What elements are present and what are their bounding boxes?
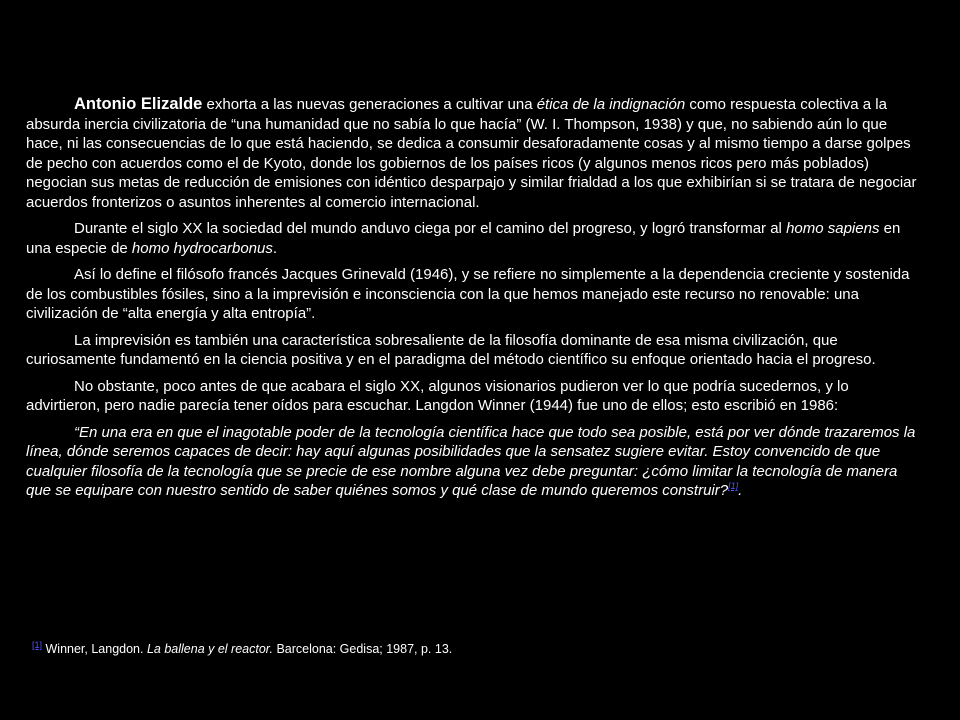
emphasis-text: homo hydrocarbonus	[131, 239, 273, 257]
paragraph-text: .	[272, 239, 278, 257]
paragraph-elizalde	[26, 95, 926, 212]
paragraph-imprevision	[26, 331, 926, 370]
quote-end: .	[738, 482, 743, 499]
emphasis-text: homo sapiens	[786, 220, 880, 237]
paragraph-winner	[26, 377, 926, 416]
footnote-backref-link[interactable]: [1]	[32, 639, 43, 650]
author-name: Antonio Elizalde	[74, 95, 203, 113]
paragraph-text: Así lo define el filósofo francés Jacques Grinevald (1946), y se refiere no simplemente a la dependencia creciente y sostenida de los combustibles fósiles, sino a la imprevisión e inconsciencia con la que hemos manejado este recurso no renovable: una civilización de “alta energía y alta entropía”.	[26, 266, 910, 322]
paragraph-text: exhorta a las nuevas generaciones a cultivar una	[202, 96, 537, 113]
footnote	[32, 641, 912, 657]
footnote-rest: Barcelona: Gedisa; 1987, p. 13.	[272, 642, 453, 656]
paragraph-text: en una especie de	[26, 220, 901, 257]
body-text	[26, 95, 926, 508]
quote-text: “En una era en que el inagotable poder de la tecnología científica hace que todo sea posible, está por ver dónde trazaremos la línea, dónde seremos capaces de decir: hay aquí algunas posibilidades que la sensatez sugiere evitar. Estoy convencido de que cualquier filosofía de la tecnología que se precie de ese nombre alguna vez debe preguntar: ¿cómo limitar la tecnología de manera que se equipare con nuestro sentido de saber quiénes somos y qué clase de mundo queremos construir?	[26, 423, 916, 499]
footnote-author: Winner, Langdon.	[42, 642, 147, 656]
paragraph-siglo-xx	[26, 219, 926, 258]
paragraph-text: Durante el siglo XX la sociedad del mundo anduvo ciega por el camino del progreso, y logró transformar al	[74, 220, 787, 237]
paragraph-grinevald	[26, 265, 926, 324]
footnote-title: La ballena y el reactor.	[146, 642, 273, 656]
paragraph-text: No obstante, poco antes de que acabara el siglo XX, algunos visionarios pudieron ver lo que podría sucedernos, y lo advirtieron, pero nadie parecía tener oídos para escuchar. Langdon Winner (1944) fue uno de ellos; esto escribió en 1986:	[26, 377, 849, 414]
paragraph-text: como respuesta colectiva a la absurda inercia civilizatoria de “una humanidad que no sabía lo que hacía” (W. I. Thompson, 1938) y que, no sabiendo aún lo que hace, ni las consecuencias de lo que está haciendo, se dedica a consumir desaforadamente cosas y al mismo tiempo a darse golpes de pecho con acuerdos como el de Kyoto, donde los gobiernos de los países ricos (y algunos menos ricos pero más poblados) negocian sus metas de reducción de emisiones con idéntico desparpajo y similar frialdad a los que exhibirían si se tratara de negociar acuerdos fronterizos o asuntos inherentes al comercio internacional.	[26, 96, 917, 211]
footnote-ref-link[interactable]: [1]	[728, 481, 739, 491]
quote-winner	[26, 423, 926, 501]
emphasis-text: ética de la indignación	[536, 96, 686, 113]
paragraph-text: La imprevisión es también una característica sobresaliente de la filosofía dominante de esa misma civilización, que curiosamente fundamentó en la ciencia positiva y en el paradigma del método científico su enfoque orientado hacia el progreso.	[26, 331, 876, 368]
